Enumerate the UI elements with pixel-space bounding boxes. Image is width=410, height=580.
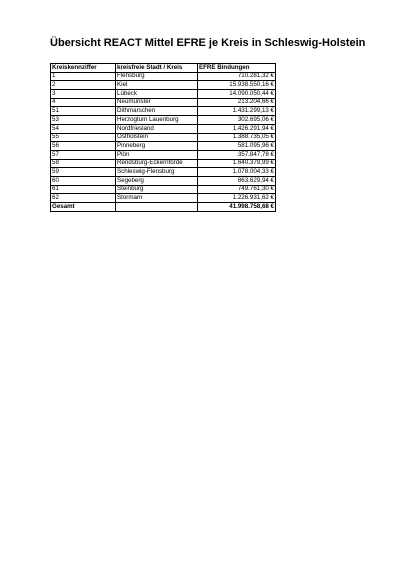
cell-kreiskennziffer: 57	[51, 150, 116, 159]
total-amount: 41.998.758,68 €	[198, 203, 276, 212]
table-row	[51, 81, 276, 90]
table-row	[51, 185, 276, 194]
cell-efre-bindungen: 1.426.291,94 €	[198, 124, 276, 133]
cell-stadt-kreis: Nordfriesland	[116, 124, 198, 133]
cell-efre-bindungen: 1.388.735,05 €	[198, 133, 276, 142]
cell-efre-bindungen: 14.090.050,44 €	[198, 90, 276, 99]
cell-stadt-kreis: Schleswig-Flensburg	[116, 168, 198, 177]
total-row	[51, 203, 276, 212]
table-header-row	[51, 64, 276, 73]
cell-efre-bindungen: 302.695,06 €	[198, 116, 276, 125]
cell-stadt-kreis: Ostholstein	[116, 133, 198, 142]
cell-efre-bindungen: 710.281,32 €	[198, 72, 276, 81]
table-row	[51, 124, 276, 133]
cell-efre-bindungen: 15.938.550,16 €	[198, 81, 276, 90]
header-stadt-kreis: kreisfreie Stadt / Kreis	[116, 64, 198, 73]
cell-kreiskennziffer: 58	[51, 159, 116, 168]
efre-table	[50, 63, 276, 212]
cell-stadt-kreis: Neumünster	[116, 98, 198, 107]
cell-stadt-kreis: Herzogtum Lauenburg	[116, 116, 198, 125]
table-row	[51, 150, 276, 159]
cell-stadt-kreis: Steinburg	[116, 185, 198, 194]
cell-stadt-kreis: Rendsburg-Eckernförde	[116, 159, 198, 168]
cell-stadt-kreis: Stormarn	[116, 194, 198, 203]
cell-efre-bindungen: 1.078.004,33 €	[198, 168, 276, 177]
cell-efre-bindungen: 581.095,96 €	[198, 142, 276, 151]
cell-stadt-kreis: Pinneberg	[116, 142, 198, 151]
total-name	[116, 203, 198, 212]
table-row	[51, 176, 276, 185]
cell-kreiskennziffer: 61	[51, 185, 116, 194]
cell-stadt-kreis: Lübeck	[116, 90, 198, 99]
cell-kreiskennziffer: 51	[51, 107, 116, 116]
cell-efre-bindungen: 1.431.299,13 €	[198, 107, 276, 116]
cell-efre-bindungen: 213.204,66 €	[198, 98, 276, 107]
cell-stadt-kreis: Segeberg	[116, 176, 198, 185]
cell-efre-bindungen: 863.629,94 €	[198, 176, 276, 185]
table-row	[51, 107, 276, 116]
table-row	[51, 168, 276, 177]
header-efre-bindungen: EFRE Bindungen	[198, 64, 276, 73]
cell-kreiskennziffer: 54	[51, 124, 116, 133]
cell-kreiskennziffer: 55	[51, 133, 116, 142]
cell-efre-bindungen: 357.847,78 €	[198, 150, 276, 159]
cell-efre-bindungen: 1.226.931,62 €	[198, 194, 276, 203]
page-title: Übersicht REACT Mittel EFRE je Kreis in Schleswig-Holstein	[50, 37, 366, 49]
cell-stadt-kreis: Plön	[116, 150, 198, 159]
cell-kreiskennziffer: 56	[51, 142, 116, 151]
table-row	[51, 116, 276, 125]
table-row	[51, 90, 276, 99]
cell-kreiskennziffer: 60	[51, 176, 116, 185]
cell-kreiskennziffer: 3	[51, 90, 116, 99]
header-kreiskennziffer: Kreiskennziffer	[51, 64, 116, 73]
cell-kreiskennziffer: 59	[51, 168, 116, 177]
cell-stadt-kreis: Dithmarschen	[116, 107, 198, 116]
cell-kreiskennziffer: 62	[51, 194, 116, 203]
table-row	[51, 98, 276, 107]
table-row	[51, 72, 276, 81]
cell-kreiskennziffer: 2	[51, 81, 116, 90]
total-label: Gesamt	[51, 203, 116, 212]
cell-efre-bindungen: 1.640.379,99 €	[198, 159, 276, 168]
table-row	[51, 133, 276, 142]
cell-kreiskennziffer: 4	[51, 98, 116, 107]
cell-stadt-kreis: Kiel	[116, 81, 198, 90]
table-row	[51, 159, 276, 168]
cell-stadt-kreis: Flensburg	[116, 72, 198, 81]
table-row	[51, 194, 276, 203]
cell-efre-bindungen: 749.761,30 €	[198, 185, 276, 194]
table-body	[51, 72, 276, 202]
table-row	[51, 142, 276, 151]
cell-kreiskennziffer: 53	[51, 116, 116, 125]
cell-kreiskennziffer: 1	[51, 72, 116, 81]
